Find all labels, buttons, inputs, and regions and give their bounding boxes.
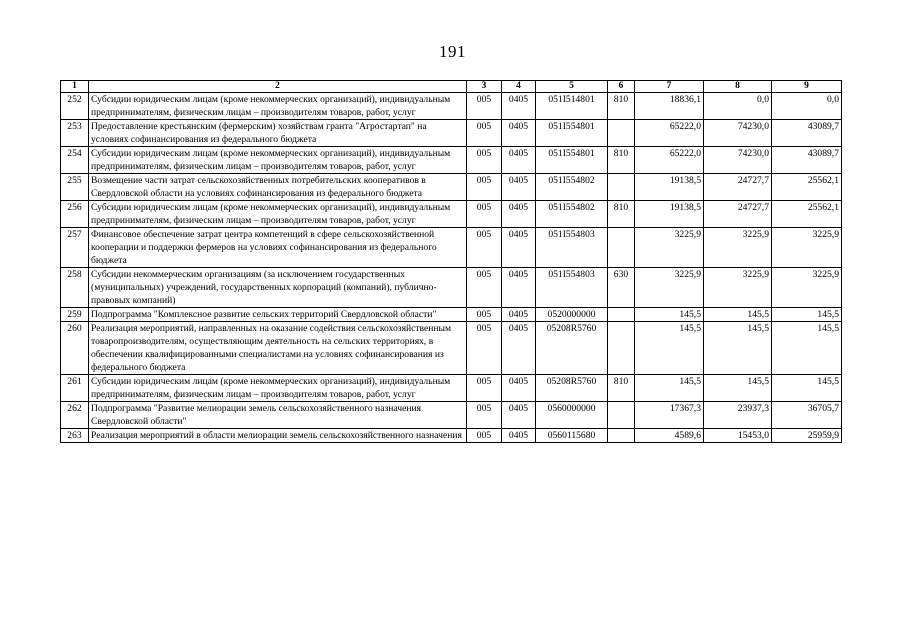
budget-table: [60, 80, 842, 443]
expense-type-code: 810: [608, 93, 635, 120]
expense-type-code: 810: [608, 201, 635, 228]
row-number: 261: [61, 375, 89, 402]
amount-year-2: 24727,7: [704, 201, 772, 228]
amount-year-3: 145,5: [772, 322, 842, 375]
target-article-code: 051I554803: [536, 228, 608, 268]
section-code: 0405: [502, 120, 536, 147]
section-code: 0405: [502, 174, 536, 201]
amount-year-3: 36705,7: [772, 402, 842, 429]
target-article-code: 0560115680: [536, 429, 608, 443]
column-header: 1: [61, 81, 89, 93]
column-header: 6: [608, 81, 635, 93]
section-code: 0405: [502, 402, 536, 429]
section-code: 0405: [502, 93, 536, 120]
item-name: Субсидии некоммерческим организациям (за исключением государственных (муниципальных) учреждений, государственных корпораций (компаний), публично-правовых компаний): [89, 268, 467, 308]
table-row: [61, 174, 842, 201]
table-row: [61, 228, 842, 268]
amount-year-1: 145,5: [635, 308, 704, 322]
page-number: 191: [439, 42, 466, 61]
table-row: [61, 147, 842, 174]
section-code: 0405: [502, 268, 536, 308]
target-article-code: 051I514801: [536, 93, 608, 120]
column-header: 8: [704, 81, 772, 93]
ministry-code: 005: [467, 174, 502, 201]
column-header: 9: [772, 81, 842, 93]
ministry-code: 005: [467, 322, 502, 375]
amount-year-2: 3225,9: [704, 268, 772, 308]
row-number: 255: [61, 174, 89, 201]
row-number: 253: [61, 120, 89, 147]
target-article-code: 051I554801: [536, 120, 608, 147]
row-number: 254: [61, 147, 89, 174]
row-number: 262: [61, 402, 89, 429]
amount-year-2: 0,0: [704, 93, 772, 120]
expense-type-code: [608, 120, 635, 147]
table-row: [61, 429, 842, 443]
ministry-code: 005: [467, 308, 502, 322]
column-header: 3: [467, 81, 502, 93]
item-name: Субсидии юридическим лицам (кроме некоммерческих организаций), индивидуальным предпринимателям, физическим лицам – производителям товаров, работ, услуг: [89, 147, 467, 174]
section-code: 0405: [502, 375, 536, 402]
item-name: Подпрограмма "Комплексное развитие сельских территорий Свердловской области": [89, 308, 467, 322]
column-header: 2: [89, 81, 467, 93]
amount-year-3: 43089,7: [772, 147, 842, 174]
amount-year-3: 25562,1: [772, 201, 842, 228]
section-code: 0405: [502, 201, 536, 228]
amount-year-3: 0,0: [772, 93, 842, 120]
amount-year-1: 18836,1: [635, 93, 704, 120]
amount-year-1: 19138,5: [635, 174, 704, 201]
item-name: Субсидии юридическим лицам (кроме некоммерческих организаций), индивидуальным предпринимателям, физическим лицам – производителям товаров, работ, услуг: [89, 93, 467, 120]
section-code: 0405: [502, 308, 536, 322]
row-number: 257: [61, 228, 89, 268]
column-header: 5: [536, 81, 608, 93]
amount-year-2: 24727,7: [704, 174, 772, 201]
ministry-code: 005: [467, 147, 502, 174]
target-article-code: 051I554803: [536, 268, 608, 308]
column-header: 4: [502, 81, 536, 93]
table-row: [61, 308, 842, 322]
item-name: Возмещение части затрат сельскохозяйственных потребительских кооперативов в Свердловской области на условиях софинансирования из федерального бюджета: [89, 174, 467, 201]
table-row: [61, 268, 842, 308]
section-code: 0405: [502, 322, 536, 375]
amount-year-3: 3225,9: [772, 228, 842, 268]
amount-year-2: 3225,9: [704, 228, 772, 268]
item-name: Подпрограмма "Развитие мелиорации земель сельскохозяйственного назначения Свердловской области": [89, 402, 467, 429]
row-number: 256: [61, 201, 89, 228]
row-number: 258: [61, 268, 89, 308]
amount-year-3: 25959,9: [772, 429, 842, 443]
amount-year-1: 17367,3: [635, 402, 704, 429]
amount-year-3: 145,5: [772, 308, 842, 322]
expense-type-code: [608, 322, 635, 375]
amount-year-1: 65222,0: [635, 147, 704, 174]
amount-year-2: 15453,0: [704, 429, 772, 443]
amount-year-3: 43089,7: [772, 120, 842, 147]
amount-year-2: 74230,0: [704, 120, 772, 147]
table-row: [61, 201, 842, 228]
ministry-code: 005: [467, 228, 502, 268]
ministry-code: 005: [467, 120, 502, 147]
expense-type-code: 810: [608, 375, 635, 402]
row-number: 260: [61, 322, 89, 375]
item-name: Реализация мероприятий в области мелиорации земель сельскохозяйственного назначения: [89, 429, 467, 443]
expense-type-code: [608, 228, 635, 268]
section-code: 0405: [502, 429, 536, 443]
row-number: 259: [61, 308, 89, 322]
amount-year-3: 145,5: [772, 375, 842, 402]
item-name: Предоставление крестьянским (фермерским) хозяйствам гранта "Агростартап" на условиях софинансирования из федерального бюджета: [89, 120, 467, 147]
target-article-code: 0560000000: [536, 402, 608, 429]
target-article-code: 051I554802: [536, 174, 608, 201]
amount-year-1: 3225,9: [635, 268, 704, 308]
column-header: 7: [635, 81, 704, 93]
amount-year-1: 3225,9: [635, 228, 704, 268]
item-name: Реализация мероприятий, направленных на оказание содействия сельскохозяйственным товаропроизводителям, осуществляющим деятельность на сельских территориях, в обеспечении квалифицированными специалистами на условиях софинансирования из федерального бюджета: [89, 322, 467, 375]
row-number: 252: [61, 93, 89, 120]
amount-year-2: 145,5: [704, 308, 772, 322]
section-code: 0405: [502, 147, 536, 174]
table-row: [61, 120, 842, 147]
table-row: [61, 402, 842, 429]
item-name: Субсидии юридическим лицам (кроме некоммерческих организаций), индивидуальным предпринимателям, физическим лицам – производителям товаров, работ, услуг: [89, 201, 467, 228]
expense-type-code: 630: [608, 268, 635, 308]
expense-type-code: [608, 429, 635, 443]
amount-year-1: 19138,5: [635, 201, 704, 228]
item-name: Субсидии юридическим лицам (кроме некоммерческих организаций), индивидуальным предпринимателям, физическим лицам – производителям товаров, работ, услуг: [89, 375, 467, 402]
amount-year-1: 145,5: [635, 322, 704, 375]
amount-year-3: 3225,9: [772, 268, 842, 308]
amount-year-3: 25562,1: [772, 174, 842, 201]
ministry-code: 005: [467, 375, 502, 402]
ministry-code: 005: [467, 201, 502, 228]
table-row: [61, 322, 842, 375]
amount-year-2: 145,5: [704, 322, 772, 375]
expense-type-code: [608, 308, 635, 322]
ministry-code: 005: [467, 93, 502, 120]
target-article-code: 05208R5760: [536, 375, 608, 402]
ministry-code: 005: [467, 429, 502, 443]
table-row: [61, 375, 842, 402]
table-row: [61, 93, 842, 120]
expense-type-code: 810: [608, 147, 635, 174]
amount-year-1: 145,5: [635, 375, 704, 402]
row-number: 263: [61, 429, 89, 443]
amount-year-2: 74230,0: [704, 147, 772, 174]
target-article-code: 051I554802: [536, 201, 608, 228]
ministry-code: 005: [467, 402, 502, 429]
target-article-code: 0520000000: [536, 308, 608, 322]
expense-type-code: [608, 174, 635, 201]
amount-year-1: 4589,6: [635, 429, 704, 443]
amount-year-1: 65222,0: [635, 120, 704, 147]
amount-year-2: 145,5: [704, 375, 772, 402]
target-article-code: 051I554801: [536, 147, 608, 174]
section-code: 0405: [502, 228, 536, 268]
item-name: Финансовое обеспечение затрат центра компетенций в сфере сельскохозяйственной кооперации и поддержки фермеров на условиях софинансирования из федерального бюджета: [89, 228, 467, 268]
header-row: [61, 81, 842, 93]
amount-year-2: 23937,3: [704, 402, 772, 429]
ministry-code: 005: [467, 268, 502, 308]
target-article-code: 05208R5760: [536, 322, 608, 375]
expense-type-code: [608, 402, 635, 429]
